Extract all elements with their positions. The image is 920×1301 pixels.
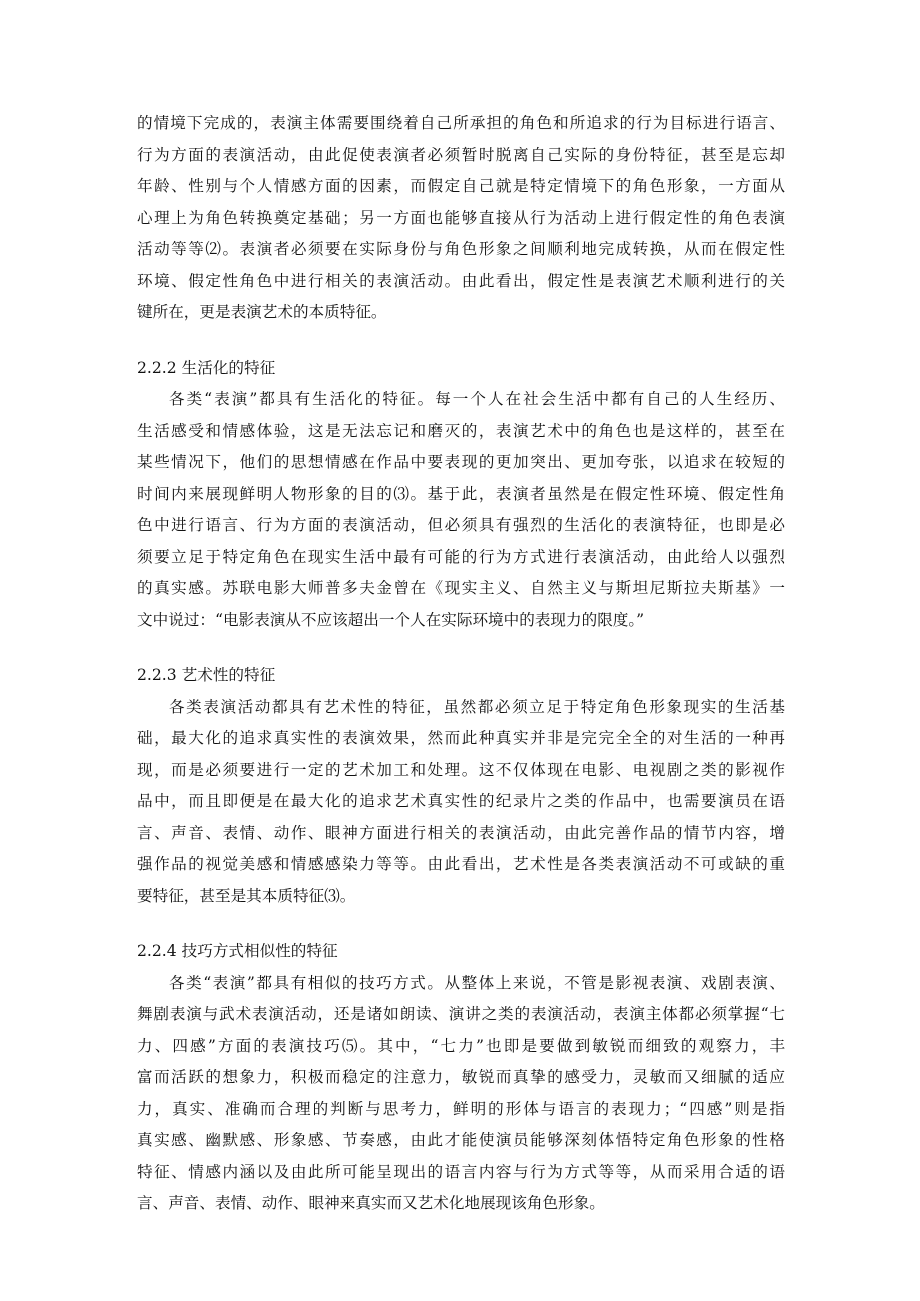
paragraph-continuation	[137, 108, 785, 329]
section-2-2-3	[137, 660, 785, 912]
text-line: 现，而是必须要进行一定的艺术加工和处理。这不仅体现在电影、电视剧之类的影视作	[137, 760, 785, 779]
text-line: 各类表演活动都具有艺术性的特征，虽然都必须立足于特定角色形象现实的生活基	[169, 697, 785, 716]
text-line: 生活感受和情感体验，这是无法忘记和磨灭的，表演艺术中的角色也是这样的，甚至在	[137, 421, 785, 440]
text-line: 键所在，更是表演艺术的本质特征。	[137, 303, 387, 321]
section-heading: 2.2.2 生活化的特征	[137, 358, 276, 377]
text-line: 心理上为角色转换奠定基础；另一方面也能够直接从行为活动上进行假定性的角色表演	[137, 208, 785, 227]
text-line: 要特征，甚至是其本质特征⑶。	[137, 886, 356, 905]
section-2-2-2	[137, 353, 785, 637]
text-line: 的真实感。苏联电影大师普多夫金曾在《现实主义、自然主义与斯坦尼斯拉夫斯基》一	[137, 579, 785, 597]
text-line: 的情境下完成的，表演主体需要围绕着自己所承担的角色和所追求的行为目标进行语言、	[137, 114, 785, 132]
section-heading: 2.2.4 技巧方式相似性的特征	[137, 942, 338, 960]
section-2-2-4	[137, 936, 785, 1220]
text-line: 各类“表演”都具有生活化的特征。每一个人在社会生活中都有自己的人生经历、	[169, 390, 785, 408]
text-line: 强作品的视觉美感和情感感染力等等。由此看出，艺术性是各类表演活动不可或缺的重	[137, 855, 785, 873]
text-line: 时间内来展现鲜明人物形象的目的⑶。基于此，表演者虽然是在假定性环境、假定性角	[137, 484, 785, 503]
text-line: 某些情况下，他们的思想情感在作品中要表现的更加突出、更加夸张，以追求在较短的	[137, 453, 785, 471]
text-line: 行为方面的表演活动，由此促使表演者必须暂时脱离自己实际的身份特征，甚至是忘却	[137, 145, 785, 164]
text-line: 言、声音、表情、动作、眼神方面进行相关的表演活动，由此完善作品的情节内容，增	[137, 823, 785, 842]
text-line: 文中说过：“电影表演从不应该超出一个人在实际环境中的表现力的限度。”	[137, 610, 645, 629]
text-line: 言、声音、表情、动作、眼神来真实而又艺术化地展现该角色形象。	[137, 1194, 605, 1212]
text-line: 富而活跃的想象力，积极而稳定的注意力，敏锐而真挚的感受力，灵敏而又细腻的适应	[137, 1068, 785, 1086]
text-line: 活动等等⑵。表演者必须要在实际身份与角色形象之间顺利地完成转换，从而在假定性	[137, 240, 785, 258]
text-line: 须要立足于特定角色在现实生活中最有可能的行为方式进行表演活动，由此给人以强烈	[137, 547, 785, 566]
text-line: 特征、情感内涵以及由此所可能呈现出的语言内容与行为方式等等，从而采用合适的语	[137, 1162, 785, 1181]
text-line: 真实感、幽默感、形象感、节奏感，由此才能使演员能够深刻体悟特定角色形象的性格	[137, 1131, 785, 1149]
text-line: 品中，而且即便是在最大化的追求艺术真实性的纪录片之类的作品中，也需要演员在语	[137, 792, 785, 810]
text-line: 力，真实、准确而合理的判断与思考力，鲜明的形体与语言的表现力；“四感”则是指	[137, 1099, 785, 1118]
section-heading: 2.2.3 艺术性的特征	[137, 666, 276, 684]
text-line: 础，最大化的追求真实性的表演效果，然而此种真实并非是完完全全的对生活的一种再	[137, 729, 785, 747]
text-line: 力、四感”方面的表演技巧⑸。其中，“七力”也即是要做到敏锐而细致的观察力，丰	[137, 1036, 785, 1055]
text-line: 舞剧表演与武术表演活动，还是诸如朗读、演讲之类的表演活动，表演主体都必须掌握“七	[137, 1005, 785, 1023]
document-page	[137, 108, 785, 1220]
text-line: 色中进行语言、行为方面的表演活动，但必须具有强烈的生活化的表演特征，也即是必	[137, 516, 785, 534]
text-line: 环境、假定性角色中进行相关的表演活动。由此看出，假定性是表演艺术顺利进行的关	[137, 271, 785, 290]
text-line: 年龄、性别与个人情感方面的因素，而假定自己就是特定情境下的角色形象，一方面从	[137, 177, 785, 195]
text-line: 各类“表演”都具有相似的技巧方式。从整体上来说，不管是影视表演、戏剧表演、	[169, 973, 785, 992]
